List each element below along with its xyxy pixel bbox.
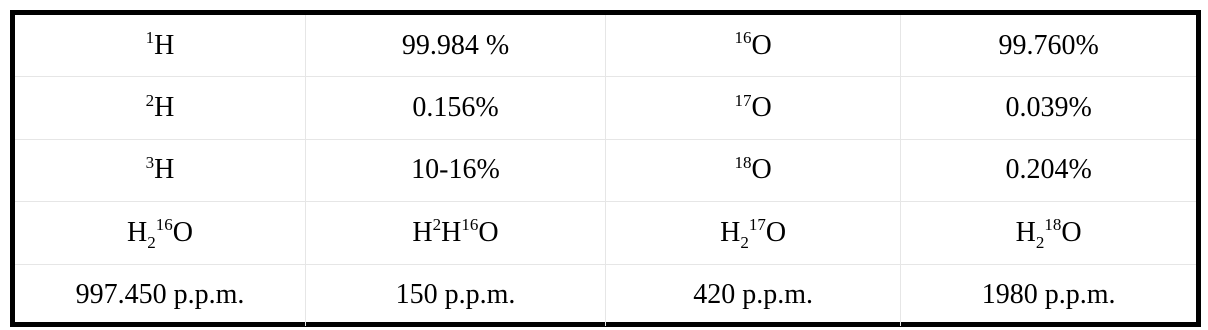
isotope-cell-oxygen-17: $^{17}$O: [605, 77, 900, 139]
isotope-cell-hydrogen-2: $^2$H: [15, 77, 306, 139]
water-isotopologue-h2-16o: $H_2^{16}O$: [15, 202, 306, 264]
water-isotopologue-h2-18o: $H_2^{18}O$: [901, 202, 1196, 264]
isotope-cell-oxygen-16: $^{16}$O: [605, 15, 900, 77]
isotope-table: [15, 15, 1196, 326]
isotope-abundance-table: [10, 10, 1201, 327]
table-row: [15, 77, 1196, 139]
abundance-cell-hydrogen-2: 0.156%: [306, 77, 606, 139]
ppm-cell-h2-18o: 1980 p.p.m.: [901, 264, 1196, 326]
abundance-cell-oxygen-17: 0.039%: [901, 77, 1196, 139]
isotope-cell-hydrogen-1: $^1$H: [145, 28, 175, 61]
table-row: [15, 202, 1196, 264]
water-isotopologue-h2-17o: $H_2^{17}O$: [605, 202, 900, 264]
ppm-cell-h2-17o: 420 p.p.m.: [605, 264, 900, 326]
abundance-cell-hydrogen-1: 99.984 %: [306, 15, 606, 77]
table-row: [15, 264, 1196, 326]
table-row: [15, 15, 1196, 77]
ppm-cell-h2-16o: 997.450 p.p.m.: [15, 264, 306, 326]
abundance-cell-hydrogen-3: 10-16%: [306, 139, 606, 201]
ppm-cell-h2h-16o: 150 p.p.m.: [306, 264, 606, 326]
abundance-cell-oxygen-16: 99.760%: [901, 15, 1196, 77]
isotope-cell-oxygen-18: $^{18}$O: [605, 139, 900, 201]
abundance-cell-oxygen-18: 0.204%: [901, 139, 1196, 201]
isotope-cell-hydrogen-3: $^3$H: [15, 139, 306, 201]
water-isotopologue-h2h-16o: $H^2H^{16}O$: [306, 202, 606, 264]
table-row: [15, 139, 1196, 201]
